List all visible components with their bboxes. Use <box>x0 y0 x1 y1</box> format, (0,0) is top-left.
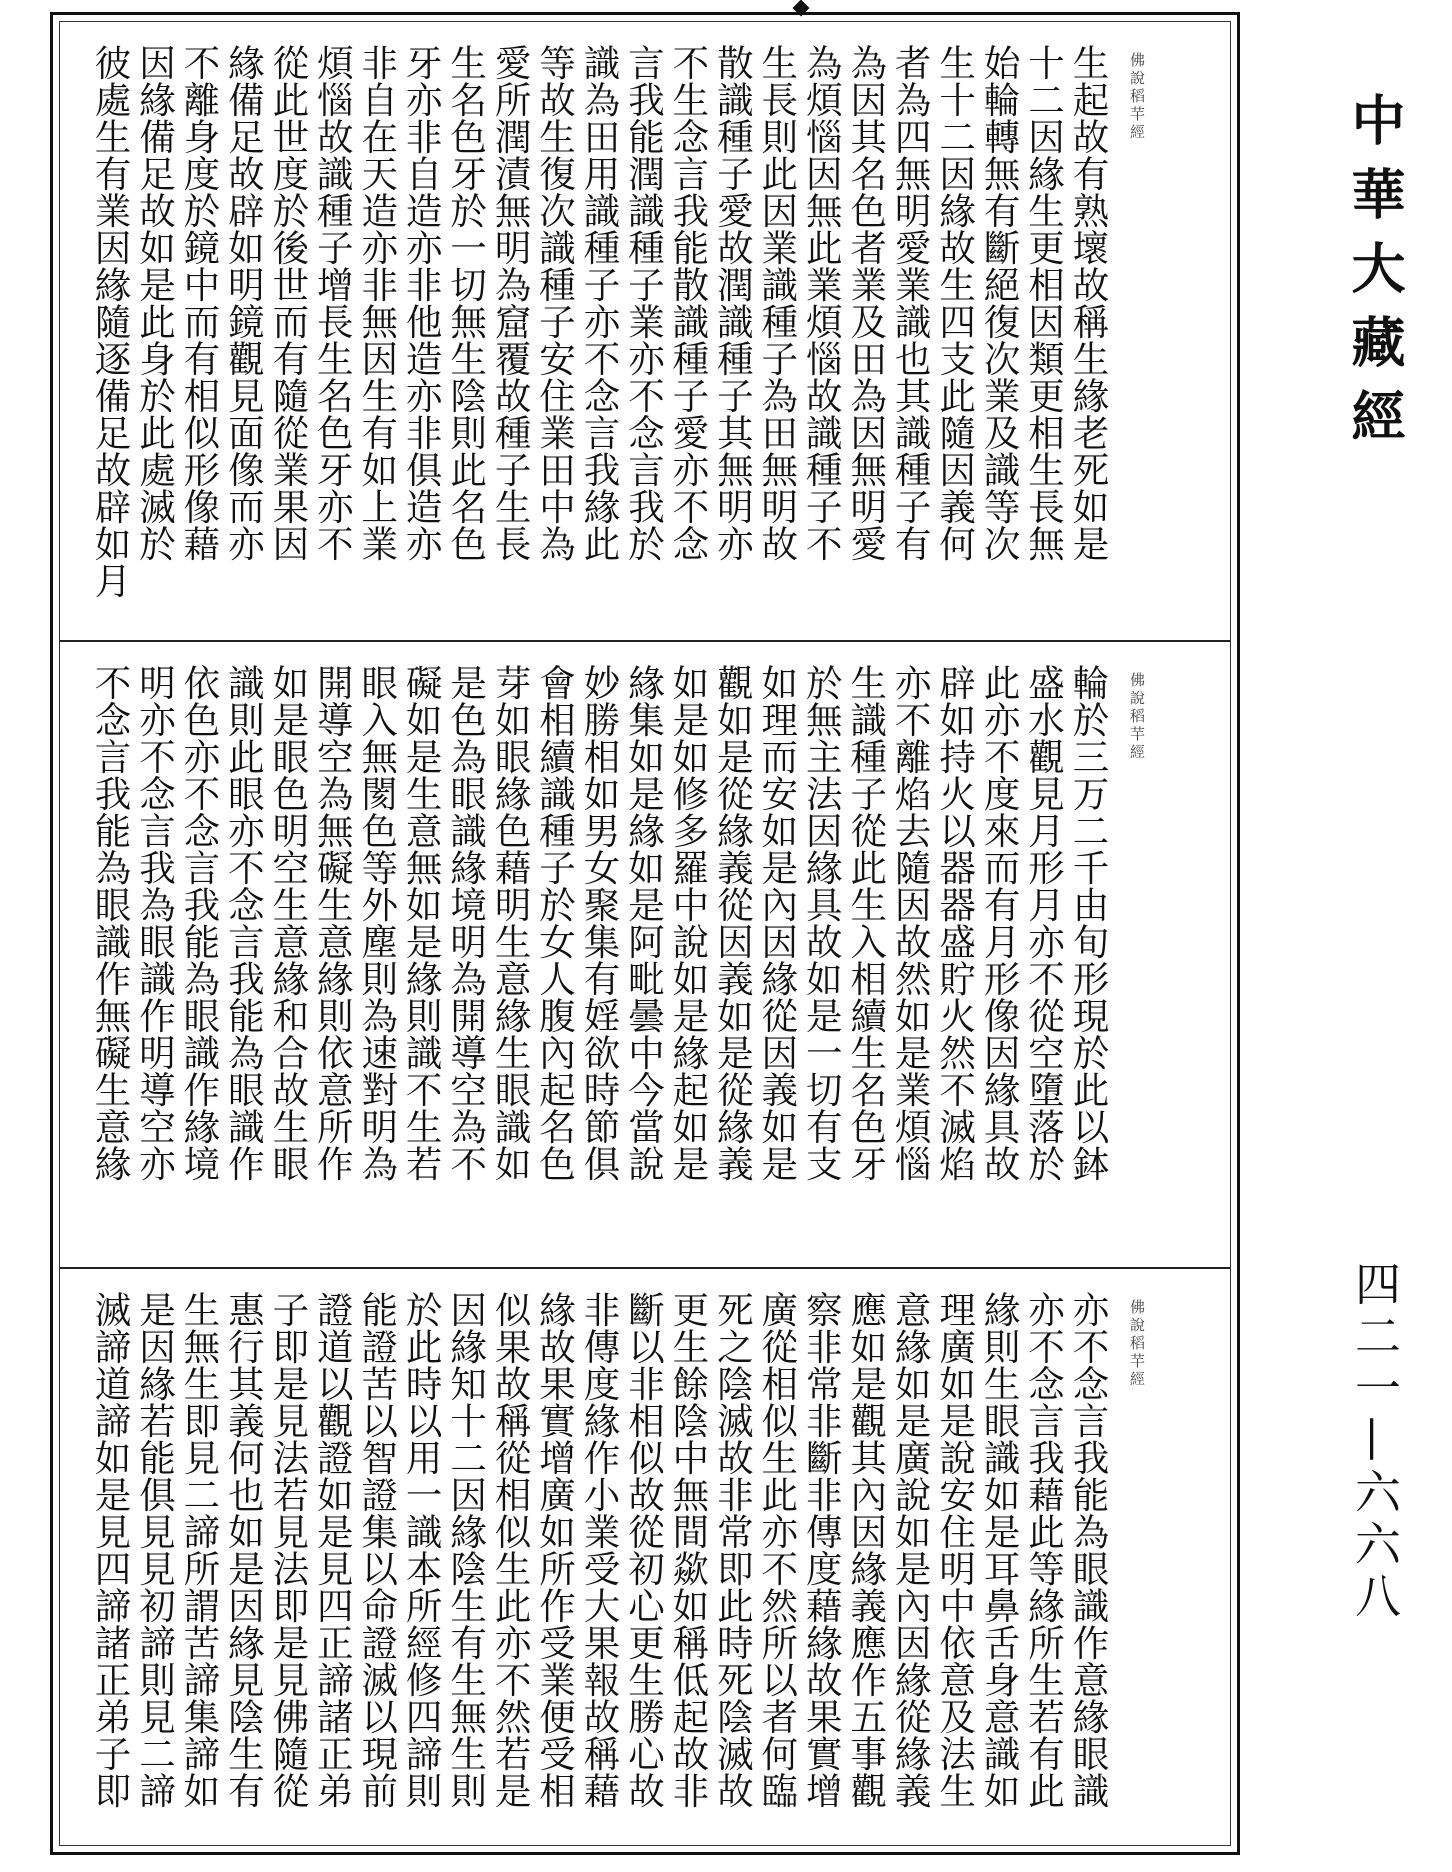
text-column: 觀如是從緣義從因義如是從緣義 <box>711 664 755 1182</box>
text-column: 於此時以用一識本所經修四諦則 <box>400 1291 444 1809</box>
text-column: 為煩惱因無此業煩惱故識種子不 <box>800 44 844 562</box>
text-column: 牙亦非自造亦非他造亦非俱造亦 <box>400 44 444 562</box>
text-column: 依色亦不念言我能為眼識作緣境 <box>177 664 221 1182</box>
text-column: 如理而安如是內因緣從因義如是 <box>755 664 799 1182</box>
text-column: 不離身度於鏡中而有相似形像藉 <box>177 44 221 562</box>
text-column: 子即是見法若見法即是見佛隨從 <box>266 1291 310 1809</box>
text-column: 是因緣若能俱見見初諦則見二諦 <box>133 1291 177 1809</box>
text-column: 彼處生有業因緣隨逐備足故辟如月 <box>89 44 132 599</box>
text-column: 緣備足故辟如明鏡觀見面像而亦 <box>222 44 266 562</box>
text-column: 愛所潤漬無明為窟覆故種子生長 <box>489 44 533 562</box>
register-middle <box>60 642 1230 1269</box>
text-column: 證道以觀證如是見四正諦諸正弟 <box>311 1291 355 1809</box>
text-column: 盛水觀見月形月亦不從空墮落於 <box>1022 664 1066 1182</box>
collection-title: 中華大藏經 <box>1343 92 1406 462</box>
text-column: 如是眼色明空生意緣和合故生眼 <box>266 664 310 1182</box>
text-column: 生起故有熟壞故稱生緣老死如是 <box>1066 44 1110 562</box>
text-column: 者為四無明愛業識也其識種子有 <box>889 44 933 562</box>
text-column: 死之陰滅故非常即此時死陰滅故 <box>711 1291 755 1809</box>
text-column: 生十二因緣故生四支此隨因義何 <box>933 44 977 562</box>
text-column: 生識種子從此生入相續生名色牙 <box>844 664 888 1182</box>
text-column: 非傳度緣作小業受大果報故稱藉 <box>577 1291 621 1809</box>
register-top <box>60 22 1230 642</box>
text-column: 識則此眼亦不念言我能為眼識作 <box>222 664 266 1182</box>
text-column: 始輪轉無有斷絕復次業及識等次 <box>978 44 1022 562</box>
text-column: 為因其名色者業及田為因無明愛 <box>844 44 888 562</box>
text-column: 散識種子愛故潤識種子其無明亦 <box>711 44 755 562</box>
text-column: 生無生即見二諦所謂苦諦集諦如 <box>177 1291 221 1809</box>
text-column: 如是如修多羅中說如是緣起如是 <box>666 664 710 1182</box>
text-column: 芽如眼緣色藉明生意緣生眼識如 <box>489 664 533 1182</box>
text-column: 言我能潤識種子業亦不念言我於 <box>622 44 666 562</box>
text-column: 因緣知十二因緣陰生有生無生則 <box>444 1291 488 1809</box>
text-column: 惠行其義何也如是因緣見陰生有 <box>222 1291 266 1809</box>
text-column: 緣故果實增廣如所作受業便受相 <box>533 1291 577 1809</box>
page-inner-frame <box>59 21 1231 1846</box>
text-column: 明亦不念言我為眼識作明導空亦 <box>133 664 177 1182</box>
margin-note: 佛說稻芉經 <box>1128 1299 1146 1389</box>
margin-note: 佛說稻芉經 <box>1128 52 1146 142</box>
text-column: 開導空為無礙生意緣則依意所作 <box>311 664 355 1182</box>
text-column: 等故生復次識種子安住業田中為 <box>533 44 577 562</box>
text-column: 識為田用識種子亦不念言我緣此 <box>577 44 621 562</box>
text-column: 亦不念言我藉此等緣所生若有此 <box>1022 1291 1066 1809</box>
text-column: 滅諦道諦如是見四諦諸正弟子即 <box>89 1291 132 1809</box>
text-column: 是色為眼識緣境明為開導空為不 <box>444 664 488 1182</box>
text-column: 礙如是生意無如是緣則識不生若 <box>400 664 444 1182</box>
margin-note: 佛說稻芉經 <box>1128 672 1146 762</box>
text-column: 妙勝相如男女聚集有婬欲時節俱 <box>577 664 621 1182</box>
text-column: 不生念言我能散識種子愛亦不念 <box>666 44 710 562</box>
text-column: 於無主法因緣具故如是一切有支 <box>800 664 844 1182</box>
text-column: 生名色牙於一切無生陰則此名色 <box>444 44 488 562</box>
text-column: 會相續識種子於女人腹內起名色 <box>533 664 577 1182</box>
text-columns <box>88 1291 1110 1835</box>
text-column: 辟如持火以器器盛貯火然不滅焰 <box>933 664 977 1182</box>
text-column: 察非常非斷非傳度藉緣故果實增 <box>800 1291 844 1809</box>
text-column: 十二因緣生更相因類更相生長無 <box>1022 44 1066 562</box>
text-columns <box>88 44 1110 624</box>
text-column: 不念言我能為眼識作無礙生意緣 <box>89 664 132 1182</box>
text-column: 生長則此因業識種子為田無明故 <box>755 44 799 562</box>
text-column: 意緣如是廣說如是內因緣從緣義 <box>889 1291 933 1809</box>
text-column: 理廣如是說安住明中依意及法生 <box>933 1291 977 1809</box>
text-column: 亦不離焰去隨因故然如是業煩惱 <box>889 664 933 1182</box>
text-column: 應如是觀其內因緣義應作五事觀 <box>844 1291 888 1809</box>
text-column: 更生餘陰中無間歘如稱低起故非 <box>666 1291 710 1809</box>
text-column: 煩惱故識種子增長生名色牙亦不 <box>311 44 355 562</box>
register-bottom <box>60 1269 1230 1851</box>
text-column: 眼入無閡色等外塵則為速對明為 <box>355 664 399 1182</box>
text-column: 亦不念言我能為眼識作意緣眼識 <box>1066 1291 1110 1809</box>
text-column: 能證苦以智證集以命證滅以現前 <box>355 1291 399 1809</box>
text-column: 緣則生眼識如是耳鼻舌身意識如 <box>978 1291 1022 1809</box>
text-column: 廣從相似生此亦不然所以者何臨 <box>755 1291 799 1809</box>
text-column: 似果故稱從相似生此亦不然若是 <box>489 1291 533 1809</box>
page-frame <box>50 12 1240 1855</box>
text-column: 緣集如是緣如是阿毗曇中今當說 <box>622 664 666 1182</box>
text-column: 斷以非相似故從初心更生勝心故 <box>622 1291 666 1809</box>
text-column: 從此世度於後世而有隨從業果因 <box>266 44 310 562</box>
text-columns <box>88 664 1110 1251</box>
page-number: 四二一—六六八 <box>1348 1260 1402 1624</box>
text-column: 因緣備足故如是此身於此處滅於 <box>133 44 177 562</box>
text-column: 輪於三万二千由旬形現於此以鉢 <box>1066 664 1110 1182</box>
text-column: 此亦不度來而有月形像因緣具故 <box>978 664 1022 1182</box>
text-column: 非自在天造亦非無因生有如上業 <box>355 44 399 562</box>
